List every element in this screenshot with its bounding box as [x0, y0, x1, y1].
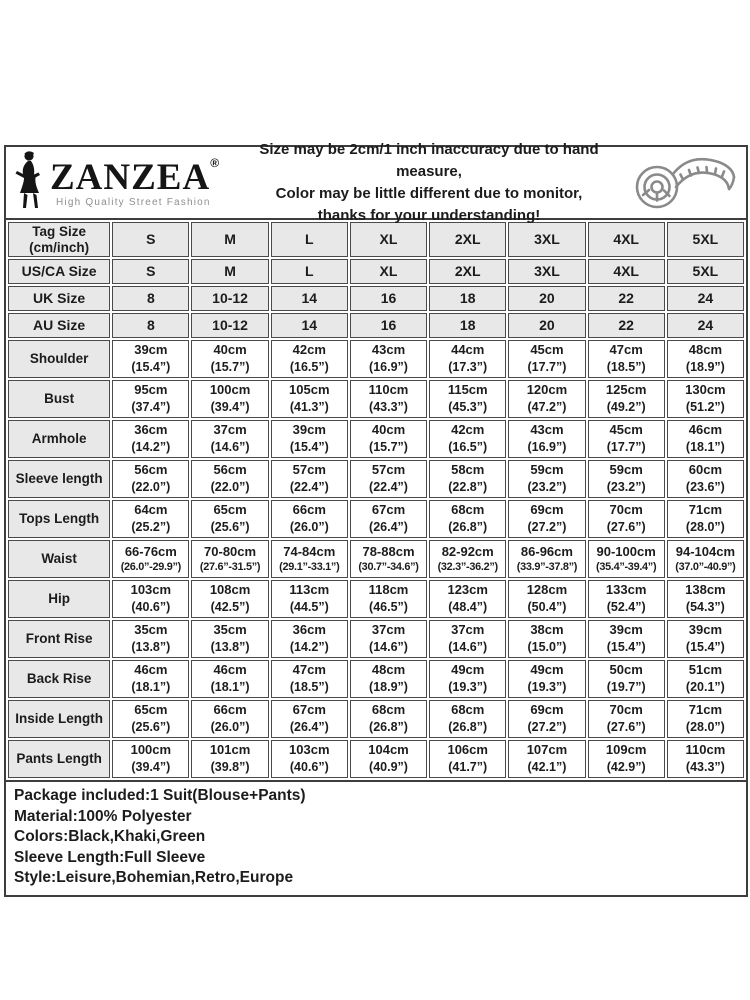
- product-info: [6, 780, 746, 895]
- cell-waist-5xl: 94-104cm (37.0”-40.9”): [667, 540, 744, 578]
- cell-tag-size-m: M: [191, 222, 268, 257]
- size-chart-sheet: [4, 140, 748, 897]
- row-label-armhole: Armhole: [8, 420, 110, 458]
- row-label-waist: Waist: [8, 540, 110, 578]
- cell-armhole-3xl: 43cm (16.9”): [508, 420, 585, 458]
- cell-tag-size-2xl: 2XL: [429, 222, 506, 257]
- row-label-us-ca-size: US/CA Size: [8, 259, 110, 284]
- table-row-hip: [8, 580, 744, 618]
- row-label-sleeve-length: Sleeve length: [8, 460, 110, 498]
- row-label-back-rise: Back Rise: [8, 660, 110, 698]
- cell-tops-length-l: 66cm (26.0”): [271, 500, 348, 538]
- cell-us-ca-size-s: S: [112, 259, 189, 284]
- cell-bust-s: 95cm (37.4”): [112, 380, 189, 418]
- cell-hip-3xl: 128cm (50.4”): [508, 580, 585, 618]
- cell-pants-length-2xl: 106cm (41.7”): [429, 740, 506, 778]
- cell-front-rise-l: 36cm (14.2”): [271, 620, 348, 658]
- cell-us-ca-size-m: M: [191, 259, 268, 284]
- table-row-waist: [8, 540, 744, 578]
- disclaimer-text: [244, 139, 614, 227]
- cell-hip-m: 108cm (42.5”): [191, 580, 268, 618]
- size-table: [6, 220, 746, 780]
- cell-us-ca-size-4xl: 4XL: [588, 259, 665, 284]
- cell-inside-length-3xl: 69cm (27.2”): [508, 700, 585, 738]
- cell-back-rise-m: 46cm (18.1”): [191, 660, 268, 698]
- size-table-body: [8, 222, 744, 778]
- cell-au-size-3xl: 20: [508, 313, 585, 338]
- cell-back-rise-3xl: 49cm (19.3”): [508, 660, 585, 698]
- brand-tagline: High Quality Street Fashion: [56, 197, 211, 208]
- cell-pants-length-4xl: 109cm (42.9”): [588, 740, 665, 778]
- table-row-armhole: [8, 420, 744, 458]
- cell-inside-length-2xl: 68cm (26.8”): [429, 700, 506, 738]
- brand-logo: [6, 149, 244, 216]
- cell-tag-size-xl: XL: [350, 222, 427, 257]
- cell-front-rise-2xl: 37cm (14.6”): [429, 620, 506, 658]
- table-row-au-size: [8, 313, 744, 338]
- cell-au-size-4xl: 22: [588, 313, 665, 338]
- product-info-line-package: Package included:1 Suit(Blouse+Pants): [14, 787, 306, 805]
- cell-us-ca-size-5xl: 5XL: [667, 259, 744, 284]
- table-row-pants-length: [8, 740, 744, 778]
- cell-armhole-l: 39cm (15.4”): [271, 420, 348, 458]
- cell-au-size-2xl: 18: [429, 313, 506, 338]
- cell-bust-2xl: 115cm (45.3”): [429, 380, 506, 418]
- table-row-inside-length: [8, 700, 744, 738]
- row-label-au-size: AU Size: [8, 313, 110, 338]
- table-row-shoulder: [8, 340, 744, 378]
- cell-bust-4xl: 125cm (49.2”): [588, 380, 665, 418]
- cell-back-rise-4xl: 50cm (19.7”): [588, 660, 665, 698]
- table-row-uk-size: [8, 286, 744, 311]
- cell-front-rise-s: 35cm (13.8”): [112, 620, 189, 658]
- cell-uk-size-5xl: 24: [667, 286, 744, 311]
- cell-au-size-l: 14: [271, 313, 348, 338]
- cell-pants-length-s: 100cm (39.4”): [112, 740, 189, 778]
- tape-measure-icon: [614, 153, 746, 213]
- cell-waist-xl: 78-88cm (30.7”-34.6”): [350, 540, 427, 578]
- cell-pants-length-5xl: 110cm (43.3”): [667, 740, 744, 778]
- cell-pants-length-l: 103cm (40.6”): [271, 740, 348, 778]
- cell-pants-length-3xl: 107cm (42.1”): [508, 740, 585, 778]
- cell-front-rise-3xl: 38cm (15.0”): [508, 620, 585, 658]
- cell-armhole-5xl: 46cm (18.1”): [667, 420, 744, 458]
- brand-wordmark: ZANZEA®: [50, 156, 221, 198]
- cell-uk-size-s: 8: [112, 286, 189, 311]
- row-label-tops-length: Tops Length: [8, 500, 110, 538]
- cell-back-rise-l: 47cm (18.5”): [271, 660, 348, 698]
- cell-armhole-2xl: 42cm (16.5”): [429, 420, 506, 458]
- cell-sleeve-length-m: 56cm (22.0”): [191, 460, 268, 498]
- cell-us-ca-size-3xl: 3XL: [508, 259, 585, 284]
- row-label-front-rise: Front Rise: [8, 620, 110, 658]
- cell-waist-l: 74-84cm (29.1”-33.1”): [271, 540, 348, 578]
- registered-mark: ®: [210, 156, 221, 170]
- cell-hip-xl: 118cm (46.5”): [350, 580, 427, 618]
- cell-au-size-xl: 16: [350, 313, 427, 338]
- cell-us-ca-size-2xl: 2XL: [429, 259, 506, 284]
- cell-sleeve-length-xl: 57cm (22.4”): [350, 460, 427, 498]
- product-info-line-sleeve: Sleeve Length:Full Sleeve: [14, 848, 206, 866]
- cell-tops-length-2xl: 68cm (26.8”): [429, 500, 506, 538]
- cell-tag-size-4xl: 4XL: [588, 222, 665, 257]
- cell-us-ca-size-xl: XL: [350, 259, 427, 284]
- cell-hip-2xl: 123cm (48.4”): [429, 580, 506, 618]
- cell-back-rise-xl: 48cm (18.9”): [350, 660, 427, 698]
- cell-waist-3xl: 86-96cm (33.9”-37.8”): [508, 540, 585, 578]
- cell-waist-s: 66-76cm (26.0”-29.9”): [112, 540, 189, 578]
- cell-shoulder-l: 42cm (16.5”): [271, 340, 348, 378]
- cell-shoulder-5xl: 48cm (18.9”): [667, 340, 744, 378]
- product-info-line-colors: Colors:Black,Khaki,Green: [14, 828, 206, 846]
- cell-au-size-m: 10-12: [191, 313, 268, 338]
- row-label-inside-length: Inside Length: [8, 700, 110, 738]
- cell-uk-size-xl: 16: [350, 286, 427, 311]
- cell-shoulder-m: 40cm (15.7”): [191, 340, 268, 378]
- disclaimer-line-3: thanks for your understanding!: [317, 206, 541, 224]
- cell-back-rise-2xl: 49cm (19.3”): [429, 660, 506, 698]
- cell-tag-size-l: L: [271, 222, 348, 257]
- product-info-line-material: Material:100% Polyester: [14, 807, 192, 825]
- cell-au-size-s: 8: [112, 313, 189, 338]
- cell-waist-m: 70-80cm (27.6”-31.5”): [191, 540, 268, 578]
- table-row-back-rise: [8, 660, 744, 698]
- cell-tag-size-s: S: [112, 222, 189, 257]
- cell-bust-l: 105cm (41.3”): [271, 380, 348, 418]
- cell-shoulder-4xl: 47cm (18.5”): [588, 340, 665, 378]
- cell-waist-4xl: 90-100cm (35.4”-39.4”): [588, 540, 665, 578]
- cell-front-rise-4xl: 39cm (15.4”): [588, 620, 665, 658]
- cell-hip-5xl: 138cm (54.3”): [667, 580, 744, 618]
- row-label-shoulder: Shoulder: [8, 340, 110, 378]
- cell-back-rise-s: 46cm (18.1”): [112, 660, 189, 698]
- row-label-tag-size: Tag Size (cm/inch): [8, 222, 110, 257]
- woman-figure-icon: [14, 149, 48, 216]
- disclaimer-line-1: Size may be 2cm/1 inch inaccuracy due to hand measure,: [259, 140, 599, 180]
- cell-inside-length-4xl: 70cm (27.6”): [588, 700, 665, 738]
- cell-bust-m: 100cm (39.4”): [191, 380, 268, 418]
- product-info-line-style: Style:Leisure,Bohemian,Retro,Europe: [14, 869, 294, 887]
- cell-tops-length-xl: 67cm (26.4”): [350, 500, 427, 538]
- cell-pants-length-m: 101cm (39.8”): [191, 740, 268, 778]
- table-row-sleeve-length: [8, 460, 744, 498]
- row-label-bust: Bust: [8, 380, 110, 418]
- cell-sleeve-length-5xl: 60cm (23.6”): [667, 460, 744, 498]
- cell-tops-length-4xl: 70cm (27.6”): [588, 500, 665, 538]
- cell-front-rise-m: 35cm (13.8”): [191, 620, 268, 658]
- cell-uk-size-m: 10-12: [191, 286, 268, 311]
- cell-tops-length-s: 64cm (25.2”): [112, 500, 189, 538]
- cell-bust-5xl: 130cm (51.2”): [667, 380, 744, 418]
- cell-front-rise-5xl: 39cm (15.4”): [667, 620, 744, 658]
- cell-armhole-m: 37cm (14.6”): [191, 420, 268, 458]
- table-row-bust: [8, 380, 744, 418]
- row-label-hip: Hip: [8, 580, 110, 618]
- cell-inside-length-l: 67cm (26.4”): [271, 700, 348, 738]
- cell-sleeve-length-2xl: 58cm (22.8”): [429, 460, 506, 498]
- cell-armhole-xl: 40cm (15.7”): [350, 420, 427, 458]
- cell-sleeve-length-3xl: 59cm (23.2”): [508, 460, 585, 498]
- cell-bust-3xl: 120cm (47.2”): [508, 380, 585, 418]
- table-row-us-ca-size: [8, 259, 744, 284]
- cell-hip-s: 103cm (40.6”): [112, 580, 189, 618]
- cell-inside-length-xl: 68cm (26.8”): [350, 700, 427, 738]
- cell-shoulder-3xl: 45cm (17.7”): [508, 340, 585, 378]
- cell-pants-length-xl: 104cm (40.9”): [350, 740, 427, 778]
- cell-uk-size-3xl: 20: [508, 286, 585, 311]
- cell-uk-size-4xl: 22: [588, 286, 665, 311]
- cell-uk-size-2xl: 18: [429, 286, 506, 311]
- cell-sleeve-length-4xl: 59cm (23.2”): [588, 460, 665, 498]
- cell-tops-length-m: 65cm (25.6”): [191, 500, 268, 538]
- cell-us-ca-size-l: L: [271, 259, 348, 284]
- cell-au-size-5xl: 24: [667, 313, 744, 338]
- disclaimer-line-2: Color may be little different due to monitor,: [275, 184, 583, 202]
- cell-tops-length-5xl: 71cm (28.0”): [667, 500, 744, 538]
- table-row-front-rise: [8, 620, 744, 658]
- cell-inside-length-s: 65cm (25.6”): [112, 700, 189, 738]
- cell-waist-2xl: 82-92cm (32.3”-36.2”): [429, 540, 506, 578]
- cell-back-rise-5xl: 51cm (20.1”): [667, 660, 744, 698]
- cell-armhole-4xl: 45cm (17.7”): [588, 420, 665, 458]
- header: [6, 140, 746, 224]
- cell-sleeve-length-l: 57cm (22.4”): [271, 460, 348, 498]
- cell-inside-length-5xl: 71cm (28.0”): [667, 700, 744, 738]
- cell-bust-xl: 110cm (43.3”): [350, 380, 427, 418]
- table-row-tops-length: [8, 500, 744, 538]
- cell-sleeve-length-s: 56cm (22.0”): [112, 460, 189, 498]
- cell-tops-length-3xl: 69cm (27.2”): [508, 500, 585, 538]
- row-label-uk-size: UK Size: [8, 286, 110, 311]
- cell-shoulder-2xl: 44cm (17.3”): [429, 340, 506, 378]
- cell-hip-l: 113cm (44.5”): [271, 580, 348, 618]
- cell-shoulder-xl: 43cm (16.9”): [350, 340, 427, 378]
- cell-shoulder-s: 39cm (15.4”): [112, 340, 189, 378]
- cell-front-rise-xl: 37cm (14.6”): [350, 620, 427, 658]
- cell-hip-4xl: 133cm (52.4”): [588, 580, 665, 618]
- cell-armhole-s: 36cm (14.2”): [112, 420, 189, 458]
- cell-inside-length-m: 66cm (26.0”): [191, 700, 268, 738]
- table-row-tag-size: [8, 222, 744, 257]
- cell-tag-size-5xl: 5XL: [667, 222, 744, 257]
- cell-uk-size-l: 14: [271, 286, 348, 311]
- row-label-pants-length: Pants Length: [8, 740, 110, 778]
- cell-tag-size-3xl: 3XL: [508, 222, 585, 257]
